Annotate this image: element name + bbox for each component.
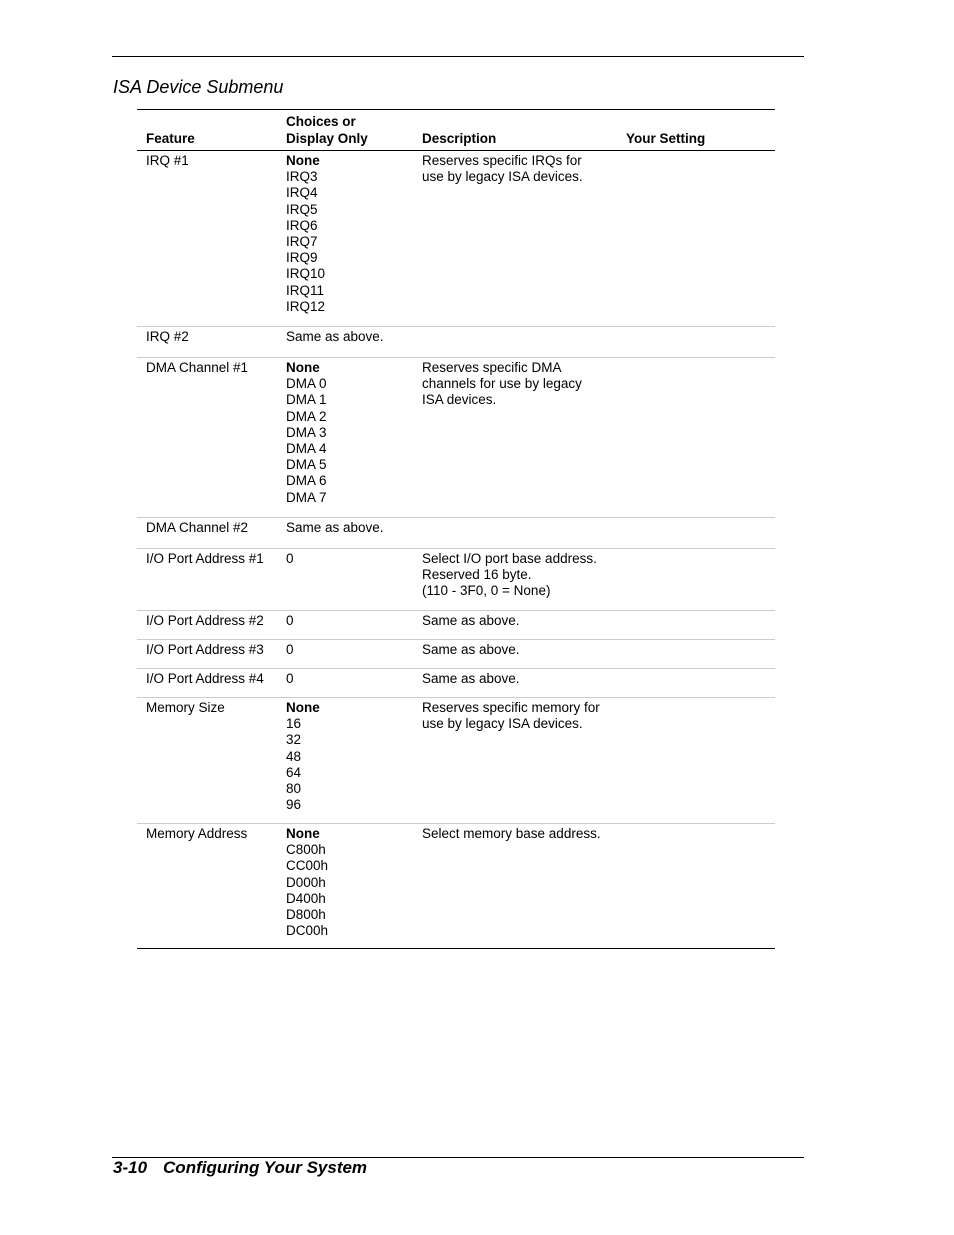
choice-option: Same as above. <box>286 329 384 344</box>
header-choices-line1: Choices or <box>286 114 356 129</box>
page-number: 3-10 <box>113 1158 148 1177</box>
choice-option: DMA 7 <box>286 489 327 505</box>
description-line: Select I/O port base address. <box>422 551 597 566</box>
choice-option: DC00h <box>286 923 329 939</box>
choice-option: 64 <box>286 764 302 780</box>
header-choices <box>286 113 368 147</box>
description-cell <box>422 613 622 629</box>
section-title: ISA Device Submenu <box>113 77 284 97</box>
table-row <box>137 358 775 518</box>
isa-device-table <box>137 109 775 949</box>
choice-option: DMA 4 <box>286 441 327 457</box>
header-choices-line2: Display Only <box>286 131 368 146</box>
choice-option: 32 <box>286 732 302 748</box>
description-line: Reserves specific IRQs for <box>422 153 582 168</box>
description-line: Same as above. <box>422 613 520 628</box>
choice-option: C800h <box>286 842 326 858</box>
page-footer <box>113 1158 367 1178</box>
choices-cell <box>286 360 420 506</box>
feature-cell: Memory Address <box>146 826 248 841</box>
feature-cell: DMA Channel #1 <box>146 360 249 375</box>
choice-option: DMA 3 <box>286 424 327 440</box>
choice-option: IRQ5 <box>286 201 318 217</box>
table-row <box>137 698 775 824</box>
description-cell <box>422 642 622 658</box>
choices-cell <box>286 671 420 687</box>
chapter-title: Configuring Your System <box>163 1158 368 1177</box>
choice-option: 0 <box>286 642 294 657</box>
choice-option: DMA 1 <box>286 392 327 408</box>
choice-option: None <box>286 153 320 168</box>
feature-cell: IRQ #1 <box>146 153 189 168</box>
description-line: Reserves specific memory for <box>422 700 600 715</box>
choice-option: IRQ11 <box>286 282 325 298</box>
table-row <box>137 327 775 358</box>
description-line: Same as above. <box>422 671 520 686</box>
top-rule <box>112 56 804 57</box>
description-cell <box>422 551 622 600</box>
table-row <box>137 518 775 549</box>
table-row <box>137 611 775 640</box>
choices-cell <box>286 329 420 345</box>
table-row <box>137 640 775 669</box>
choices-cell <box>286 551 420 567</box>
choice-option: IRQ4 <box>286 185 318 201</box>
description-line: use by legacy ISA devices. <box>422 169 583 185</box>
feature-cell: DMA Channel #2 <box>146 520 249 535</box>
choice-option: None <box>286 360 320 375</box>
table-row <box>137 824 775 949</box>
choices-cell <box>286 153 420 315</box>
description-cell <box>422 826 622 842</box>
header-feature: Feature <box>146 131 195 146</box>
feature-cell: I/O Port Address #4 <box>146 671 264 686</box>
feature-cell: IRQ #2 <box>146 329 189 344</box>
choice-option: IRQ12 <box>286 298 326 314</box>
choices-cell <box>286 520 420 536</box>
choice-option: DMA 5 <box>286 457 327 473</box>
feature-cell: Memory Size <box>146 700 225 715</box>
choices-cell <box>286 613 420 629</box>
choice-option: 0 <box>286 551 294 566</box>
choices-cell <box>286 642 420 658</box>
choice-option: 0 <box>286 613 294 628</box>
choice-option: 0 <box>286 671 294 686</box>
choice-option: D800h <box>286 907 326 923</box>
choice-option: D400h <box>286 890 326 906</box>
choice-option: Same as above. <box>286 520 384 535</box>
description-line: (110 - 3F0, 0 = None) <box>422 583 551 599</box>
table-row <box>137 669 775 698</box>
description-line: ISA devices. <box>422 392 497 408</box>
description-cell <box>422 671 622 687</box>
choices-cell <box>286 826 420 939</box>
choice-option: 80 <box>286 781 302 797</box>
choice-option: IRQ3 <box>286 169 318 185</box>
choice-option: IRQ10 <box>286 266 326 282</box>
description-line: Select memory base address. <box>422 826 601 841</box>
description-cell <box>422 700 622 732</box>
description-line: channels for use by legacy <box>422 376 582 392</box>
description-cell <box>422 360 622 409</box>
table-body <box>137 151 775 949</box>
choice-option: IRQ9 <box>286 250 318 266</box>
table-row <box>137 151 775 327</box>
header-description: Description <box>422 131 497 146</box>
choice-option: IRQ7 <box>286 234 318 250</box>
description-cell <box>422 153 622 185</box>
table-row <box>137 549 775 611</box>
header-your-setting: Your Setting <box>626 131 706 146</box>
choice-option: 48 <box>286 748 302 764</box>
choices-cell <box>286 700 420 813</box>
feature-cell: I/O Port Address #3 <box>146 642 264 657</box>
table-header <box>137 109 775 151</box>
choice-option: None <box>286 826 320 841</box>
choice-option: 16 <box>286 716 302 732</box>
choice-option: CC00h <box>286 858 329 874</box>
choice-option: DMA 0 <box>286 376 327 392</box>
choice-option: DMA 6 <box>286 473 327 489</box>
feature-cell: I/O Port Address #2 <box>146 613 264 628</box>
choice-option: 96 <box>286 797 302 813</box>
description-line: Same as above. <box>422 642 520 657</box>
description-line: use by legacy ISA devices. <box>422 716 583 732</box>
choice-option: IRQ6 <box>286 217 318 233</box>
choice-option: D000h <box>286 874 326 890</box>
choice-option: None <box>286 700 320 715</box>
description-line: Reserved 16 byte. <box>422 567 532 583</box>
choice-option: DMA 2 <box>286 408 327 424</box>
feature-cell: I/O Port Address #1 <box>146 551 264 566</box>
description-line: Reserves specific DMA <box>422 360 562 375</box>
